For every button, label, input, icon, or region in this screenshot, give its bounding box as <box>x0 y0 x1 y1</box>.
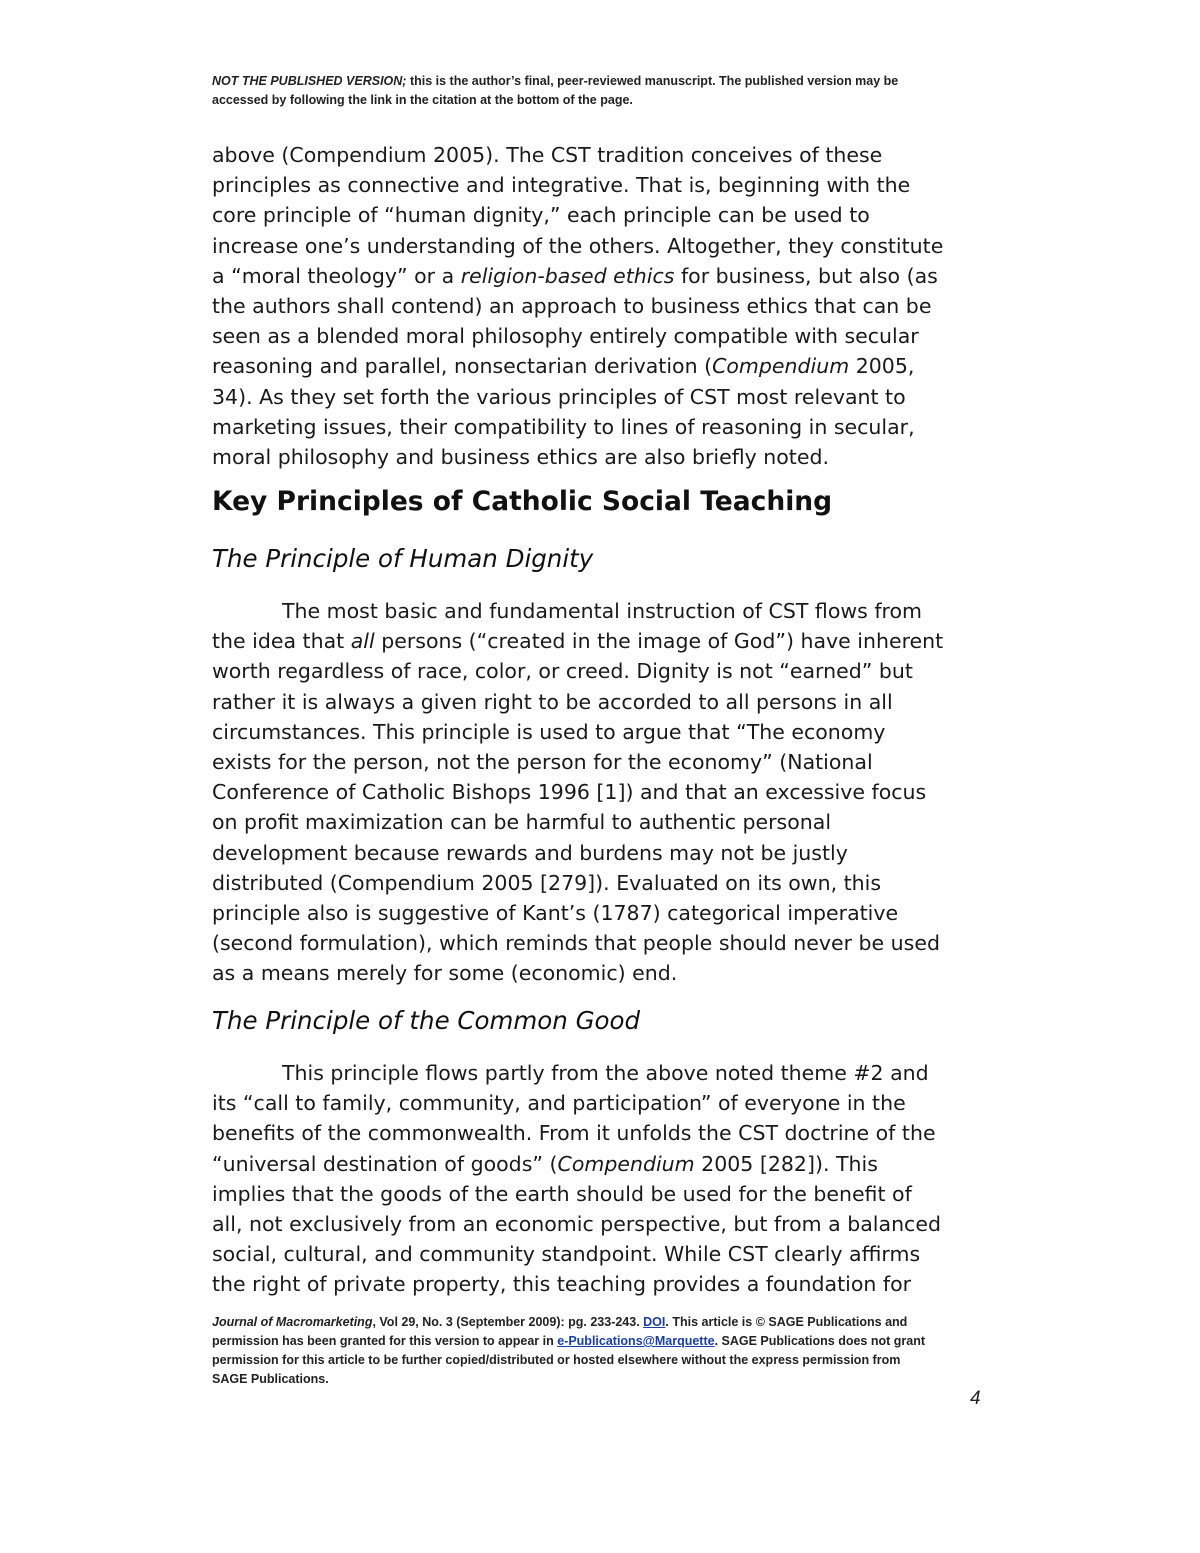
subsection-heading-human-dignity: The Principle of Human Dignity <box>212 544 594 573</box>
text-line: marketing issues, their compatibility to lines of reasoning in secular, <box>212 414 915 439</box>
text-line: the right of private property, this teaching provides a foundation for <box>212 1272 912 1297</box>
text-line: a “moral theology” or a religion-based ethics for business, but also (as <box>212 263 938 288</box>
human-dignity-paragraph <box>212 596 1002 989</box>
footer-line-4: SAGE Publications. <box>212 1372 329 1386</box>
text-line: core principle of “human dignity,” each principle can be used to <box>212 203 870 228</box>
doi-link[interactable]: DOI <box>643 1315 666 1329</box>
common-good-paragraph <box>212 1058 1002 1300</box>
text-line: distributed (Compendium 2005 [279]). Evaluated on its own, this <box>212 870 882 895</box>
text-line: The most basic and fundamental instruction of CST flows from <box>282 599 923 623</box>
footer-line-2: permission has been granted for this version to appear in e-Publications@Marquette. SAGE Publications does not grant <box>212 1334 926 1348</box>
text-line: increase one’s understanding of the others. Altogether, they constitute <box>212 233 944 258</box>
page-number: 4 <box>970 1388 981 1409</box>
footer-line-1: Journal of Macromarketing, Vol 29, No. 3 (September 2009): pg. 233-243. DOI. This article is © SAGE Publications and <box>212 1315 908 1329</box>
emphasis: Compendium <box>712 354 850 379</box>
text-line: the idea that all persons (“created in the image of God”) have inherent <box>212 629 944 654</box>
text-line: moral philosophy and business ethics are also briefly noted. <box>212 445 829 470</box>
text-line: social, cultural, and community standpoint. While CST clearly affirms <box>212 1242 921 1267</box>
manuscript-notice <box>212 72 992 110</box>
text-line: rather it is always a given right to be accorded to all persons in all <box>212 689 893 714</box>
journal-title: Journal of Macromarketing <box>212 1315 373 1329</box>
subsection-heading-common-good: The Principle of the Common Good <box>212 1006 641 1035</box>
text-line: benefits of the commonwealth. From it unfolds the CST doctrine of the <box>212 1121 936 1146</box>
text-line: seen as a blended moral philosophy entirely compatible with secular <box>212 324 919 349</box>
emphasis: Compendium <box>557 1151 695 1176</box>
text-line: principle also is suggestive of Kant’s (1787) categorical imperative <box>212 901 899 926</box>
text-line: above (Compendium 2005). The CST tradition conceives of these <box>212 143 883 167</box>
text-line: its “call to family, community, and participation” of everyone in the <box>212 1091 906 1116</box>
text-line: This principle flows partly from the above noted theme #2 and <box>282 1061 929 1085</box>
notice-line-1: NOT THE PUBLISHED VERSION; this is the author’s final, peer-reviewed manuscript. The published version may be <box>212 74 899 88</box>
footer-line-3: permission for this article to be further copied/distributed or hosted elsewhere without the express permission from <box>212 1353 901 1367</box>
text-line: “universal destination of goods” (Compendium 2005 [282]). This <box>212 1151 878 1176</box>
text-line: worth regardless of race, color, or creed. Dignity is not “earned” but <box>212 659 913 684</box>
text-line: (second formulation), which reminds that people should never be used <box>212 931 940 956</box>
section-heading: Key Principles of Catholic Social Teaching <box>212 486 833 517</box>
text-line: circumstances. This principle is used to argue that “The economy <box>212 719 886 744</box>
text-line: principles as connective and integrative. That is, beginning with the <box>212 173 911 198</box>
intro-paragraph <box>212 140 1002 472</box>
text-line: Conference of Catholic Bishops 1996 [1]) and that an excessive focus <box>212 780 927 805</box>
emphasis: religion-based ethics <box>460 263 675 288</box>
text-line: implies that the goods of the earth should be used for the benefit of <box>212 1181 912 1206</box>
citation-footer <box>212 1313 1002 1389</box>
text-line: on profit maximization can be harmful to authentic personal <box>212 810 832 835</box>
emphasis: all <box>350 629 375 654</box>
text-line: as a means merely for some (economic) end. <box>212 961 678 986</box>
epublications-link[interactable]: e-Publications@Marquette <box>557 1334 715 1348</box>
text-line: exists for the person, not the person for the economy” (National <box>212 750 873 775</box>
notice-label: NOT THE PUBLISHED VERSION; <box>212 74 407 88</box>
text-line: 34). As they set forth the various principles of CST most relevant to <box>212 384 906 409</box>
text-line: all, not exclusively from an economic perspective, but from a balanced <box>212 1212 941 1237</box>
text-line: development because rewards and burdens may not be justly <box>212 840 848 865</box>
text-line: reasoning and parallel, nonsectarian derivation (Compendium 2005, <box>212 354 915 379</box>
text-line: the authors shall contend) an approach to business ethics that can be <box>212 294 932 319</box>
notice-line-2: accessed by following the link in the citation at the bottom of the page. <box>212 93 633 107</box>
